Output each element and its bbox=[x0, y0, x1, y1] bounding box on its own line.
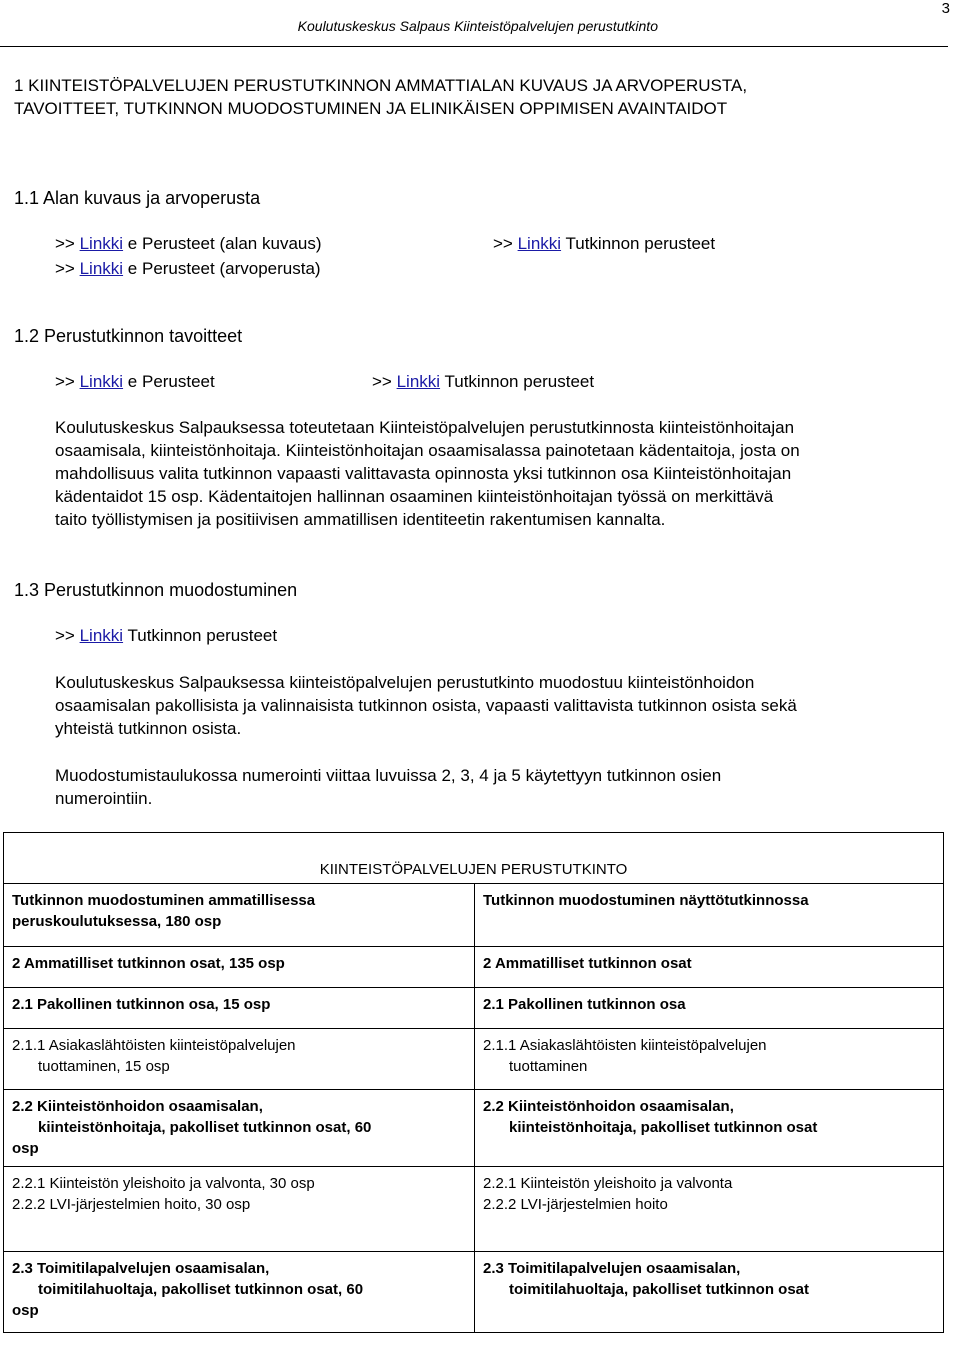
section-1-3-paragraph-2 bbox=[55, 764, 950, 810]
table-row bbox=[4, 1090, 944, 1167]
cell-line: 2.3 Toimitilapalvelujen osaamisalan, bbox=[483, 1260, 741, 1277]
link-row-arvoperusta bbox=[55, 257, 321, 280]
table-title-row bbox=[4, 833, 944, 884]
link-description: Tutkinnon perusteet bbox=[565, 234, 716, 253]
paragraph-line: Muodostumistaulukossa numerointi viittaa luvuissa 2, 3, 4 ja 5 käytettyyn tutkinnon osien bbox=[55, 766, 722, 785]
table-row bbox=[4, 1167, 944, 1252]
table-row bbox=[4, 947, 944, 988]
cell-line: 2.1.1 Asiakaslähtöisten kiinteistöpalvelujen bbox=[12, 1037, 296, 1054]
cell-line: kiinteistönhoitaja, pakolliset tutkinnon osat bbox=[509, 1119, 818, 1136]
cell-line: 2.2.2 LVI-järjestelmien hoito, 30 osp bbox=[12, 1196, 251, 1213]
section-1-1-title: 1.1 Alan kuvaus ja arvoperusta bbox=[14, 188, 261, 208]
table-cell bbox=[475, 1167, 944, 1252]
table-header-row bbox=[4, 884, 944, 947]
link-e-perusteet-arvoperusta[interactable]: Linkki bbox=[79, 259, 124, 278]
table-cell bbox=[4, 1090, 475, 1167]
cell-line: 2.2.1 Kiinteistön yleishoito ja valvonta bbox=[483, 1175, 733, 1192]
arrows: >> bbox=[55, 234, 75, 253]
table-cell bbox=[475, 1029, 944, 1090]
link-description: e Perusteet (alan kuvaus) bbox=[127, 234, 322, 253]
section-1-2-title: 1.2 Perustutkinnon tavoitteet bbox=[14, 326, 243, 346]
paragraph-line: taito työllistymisen ja positiivisen ammatillisen identiteetin rakentumisen kannalta. bbox=[55, 510, 666, 529]
cell-line: osp bbox=[12, 1302, 39, 1319]
section-1-3-paragraph-1 bbox=[55, 671, 950, 740]
link-e-perusteet-alan-kuvaus[interactable]: Linkki bbox=[79, 234, 124, 253]
link-description: Tutkinnon perusteet bbox=[127, 626, 278, 645]
cell-line: 2.3 Toimitilapalvelujen osaamisalan, bbox=[12, 1260, 270, 1277]
section-1-2-paragraph bbox=[55, 416, 950, 531]
table-cell bbox=[4, 1252, 475, 1333]
table-cell: 2 Ammatilliset tutkinnon osat bbox=[475, 947, 944, 988]
chapter-heading-line: TAVOITTEET, TUTKINNON MUODOSTUMINEN JA ELINIKÄISEN OPPIMISEN AVAINTAIDOT bbox=[14, 99, 728, 118]
table-cell bbox=[4, 1167, 475, 1252]
link-tutkinnon-perusteet[interactable]: Linkki bbox=[79, 626, 124, 645]
link-row-tutkinnon-perusteet bbox=[493, 232, 715, 255]
arrows: >> bbox=[493, 234, 513, 253]
table-row bbox=[4, 1029, 944, 1090]
paragraph-line: Koulutuskeskus Salpauksessa toteutetaan Kiinteistöpalvelujen perustutkinnosta kiinteistönhoitajan bbox=[55, 418, 795, 437]
page-number: 3 bbox=[941, 0, 950, 17]
header-rule bbox=[0, 46, 948, 47]
table-cell bbox=[475, 1090, 944, 1167]
cell-line: Tutkinnon muodostuminen ammatillisessa bbox=[12, 892, 316, 909]
paragraph-line: osaamisalan pakollisista ja valinnaisista tutkinnon osista, vapaasti valittavista tutkinnon osista sekä bbox=[55, 696, 797, 715]
table-title: KIINTEISTÖPALVELUJEN PERUSTUTKINTO bbox=[4, 833, 944, 884]
link-row-tutkinnon-perusteet bbox=[372, 370, 594, 393]
cell-line: tuottaminen, 15 osp bbox=[38, 1058, 170, 1075]
link-tutkinnon-perusteet[interactable]: Linkki bbox=[517, 234, 562, 253]
arrows: >> bbox=[55, 259, 75, 278]
link-e-perusteet[interactable]: Linkki bbox=[79, 372, 124, 391]
link-row-e-perusteet bbox=[55, 370, 215, 393]
cell-line: osp bbox=[12, 1140, 39, 1157]
cell-line: toimitilahuoltaja, pakolliset tutkinnon osat, 60 bbox=[38, 1281, 364, 1298]
arrows: >> bbox=[372, 372, 392, 391]
cell-line: toimitilahuoltaja, pakolliset tutkinnon osat bbox=[509, 1281, 810, 1298]
link-tutkinnon-perusteet[interactable]: Linkki bbox=[396, 372, 441, 391]
table-row bbox=[4, 1252, 944, 1333]
arrows: >> bbox=[55, 372, 75, 391]
link-description: e Perusteet bbox=[127, 372, 215, 391]
cell-line: peruskoulutuksessa, 180 osp bbox=[12, 913, 222, 930]
cell-line: kiinteistönhoitaja, pakolliset tutkinnon osat, 60 bbox=[38, 1119, 372, 1136]
column-header-vocational bbox=[4, 884, 475, 947]
paragraph-line: mahdollisuus valita tutkinnon vapaasti valittavasta opinnosta yksi tutkinnon osa Kiinteistönhoitajan bbox=[55, 464, 792, 483]
section-1-3-title: 1.3 Perustutkinnon muodostuminen bbox=[14, 580, 298, 600]
cell-line: 2.2 Kiinteistönhoidon osaamisalan, bbox=[12, 1098, 263, 1115]
chapter-heading-line: 1 KIINTEISTÖPALVELUJEN PERUSTUTKINNON AMMATTIALAN KUVAUS JA ARVOPERUSTA, bbox=[14, 76, 748, 95]
cell-line: 2.1.1 Asiakaslähtöisten kiinteistöpalvelujen bbox=[483, 1037, 767, 1054]
table-cell bbox=[475, 1252, 944, 1333]
table-row bbox=[4, 988, 944, 1029]
cell-line: 2.2.2 LVI-järjestelmien hoito bbox=[483, 1196, 668, 1213]
qualification-structure-table bbox=[3, 832, 944, 1333]
paragraph-line: osaamisala, kiinteistönhoitaja. Kiinteistönhoitajan osaamisalassa painotetaan kädentaitoja, josta on bbox=[55, 441, 800, 460]
column-header-competence-test: Tutkinnon muodostuminen näyttötutkinnossa bbox=[475, 884, 944, 947]
link-row-tutkinnon-perusteet bbox=[55, 624, 277, 647]
arrows: >> bbox=[55, 626, 75, 645]
table-cell: 2.1 Pakollinen tutkinnon osa bbox=[475, 988, 944, 1029]
cell-line: 2.2 Kiinteistönhoidon osaamisalan, bbox=[483, 1098, 734, 1115]
paragraph-line: Koulutuskeskus Salpauksessa kiinteistöpalvelujen perustutkinto muodostuu kiinteistönhoidon bbox=[55, 673, 755, 692]
chapter-heading bbox=[14, 74, 747, 120]
table-cell: 2.1 Pakollinen tutkinnon osa, 15 osp bbox=[4, 988, 475, 1029]
cell-line: tuottaminen bbox=[509, 1058, 588, 1075]
paragraph-line: numerointiin. bbox=[55, 789, 153, 808]
paragraph-line: kädentaidot 15 osp. Kädentaitojen hallinnan osaaminen kiinteistönhoitajan työssä on merkittävä bbox=[55, 487, 774, 506]
paragraph-line: yhteistä tutkinnon osista. bbox=[55, 719, 242, 738]
link-description: Tutkinnon perusteet bbox=[444, 372, 595, 391]
link-description: e Perusteet (arvoperusta) bbox=[127, 259, 321, 278]
table-cell: 2 Ammatilliset tutkinnon osat, 135 osp bbox=[4, 947, 475, 988]
running-header-title: Koulutuskeskus Salpaus Kiinteistöpalvelujen perustutkinto bbox=[297, 18, 658, 34]
cell-line: 2.2.1 Kiinteistön yleishoito ja valvonta, 30 osp bbox=[12, 1175, 315, 1192]
table-cell bbox=[4, 1029, 475, 1090]
link-row-alan-kuvaus bbox=[55, 232, 322, 255]
